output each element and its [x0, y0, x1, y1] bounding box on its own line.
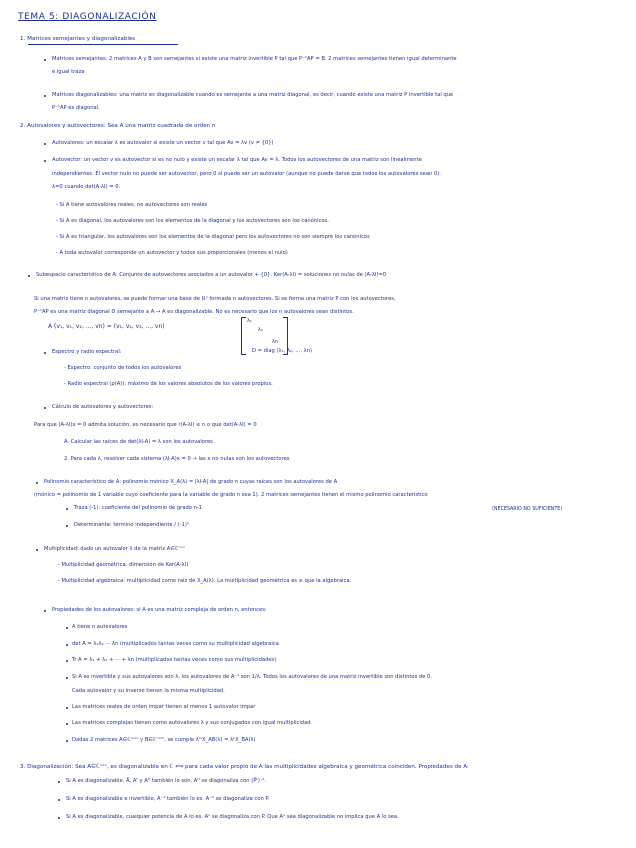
- bullet-dot: [66, 627, 68, 629]
- bullet-dot: [44, 610, 46, 612]
- bullet-dot: [58, 781, 60, 783]
- s3-prop-1: Si A es diagonalizable, Ā, Aᵗ y Aᴴ también lo son. Aᴴ se diagonaliza con (P̄ᵗ)⁻¹.: [66, 778, 267, 784]
- sub-paragraph-line2: P⁻¹AP es una matriz diagonal D semejante a A → A es diagonalizable. No es necesario que los n autovalores sean distintos.: [34, 309, 354, 315]
- s1-diagonalizables-line2: P⁻¹AP es diagonal.: [52, 105, 100, 111]
- bullet-dot: [66, 707, 68, 709]
- prop-6: Las matrices complejas tienen como autovalores λ y sus conjugados con igual multiplicidad: [72, 720, 311, 726]
- bullet-dot: [44, 407, 46, 409]
- bullet-dot: [66, 644, 68, 646]
- multiplicidad-algebraica: - Multiplicidad algebraica: multiplicidad como raíz de X_A(λ). La multiplicidad geométrica es ≤ que la algebraica.: [58, 578, 352, 584]
- multiplicidad-geometrica: - Multiplicidad geométrica: dimensión de Ker(A-λI): [58, 562, 189, 568]
- bullet-dot: [66, 723, 68, 725]
- bullet-dot: [66, 740, 68, 742]
- page-title: TEMA 5: DIAGONALIZACIÓN: [18, 12, 157, 22]
- bullet-dot: [66, 677, 68, 679]
- s3-prop-2: Si A es diagonalizable e invertible, A⁻¹ también lo es. A⁻¹ se diagonaliza con P.: [66, 796, 270, 802]
- section-3-heading: 3. Diagonalización: Sea A∈ℂⁿˣⁿ, es diagonalizable en ℂ ⟺ para cada valor propio de A las multiplicidades algebraica y geométrica coinciden. Propiedades de A:: [20, 764, 469, 770]
- polinomio-line2: (mónico = polinomio de 1 variable cuyo coeficiente para la variable de grado n sea 1). 2 matrices semejantes tienen el mismo polinomio característico: [34, 492, 428, 498]
- calculo-step-2: 2. Para cada λ, resolver cada sistema (λI-A)x = 0 → las x no nulas son los autovectores: [64, 456, 290, 462]
- bullet-dot: [36, 482, 38, 484]
- polinomio-traza: Traza (-1): coeficiente del polinomio de grado n-1: [74, 505, 203, 511]
- matrix-bracket-left: [241, 317, 246, 355]
- bullet-dot: [44, 59, 46, 61]
- bullet-dot: [44, 143, 46, 145]
- diagonal-D: D = diag (λ₁, λ₂, ..., λn): [252, 348, 313, 354]
- s2-note-2: - Si A es diagonal, los autovalores son los elementos de la diagonal y los autovectores son los canónicos.: [56, 218, 329, 224]
- calculo-heading: Cálculo de autovalores y autovectores:: [52, 404, 154, 410]
- s1-diagonalizables-line1: Matrices diagonalizables: una matriz es diagonalizable cuando es semejante a una matriz diagonal, es decir, cuando existe una matriz P invertible tal que: [52, 92, 454, 98]
- eigen-equation: A (v₁, v₁, v₂, ..., vn) = (v₁, v₂, v₃, ..., vn): [48, 323, 165, 330]
- s2-autovalores: Autovalores: un escalar λ es autovalor si existe un vector v tal que Av = λv (v ≠ {0}): [52, 140, 274, 146]
- multiplicidad-heading: Multiplicidad: dado un autovalor λ de la matriz A∈ℂⁿˣⁿ: [44, 546, 185, 552]
- section-1-heading: 1. Matrices semejantes y diagonalizables: [20, 36, 136, 42]
- s2-autovector-line1: Autovector: un vector v es autovector si es no nulo y existe un escalar λ tal que Av = λ. Todos los autovectores de una matriz son linealmente: [52, 157, 422, 163]
- bullet-dot: [58, 799, 60, 801]
- prop-5: Las matrices reales de orden impar tienen al menos 1 autovalor impar: [72, 704, 256, 710]
- s2-note-4: - A toda autovalor corresponde un autovector y todos sus proporcionales (menos el nulo): [56, 250, 288, 256]
- s1-semejantes-line1: Matrices semejantes: 2 matrices A y B son semejantes si existe una matriz invertible P tal que P⁻¹AP = B. 2 matrices semejantes tienen igual determinante: [52, 56, 457, 62]
- prop-7: Dadas 2 matrices A∈ℂᵐˣⁿ y B∈ℂⁿˣᵐ, se cumple λᵐX_AB(λ) = λⁿX_BA(λ): [72, 737, 256, 743]
- polinomio-line1: Polinomio característico de A: polinomio mónico X_A(λ) = |λI-A| de grado n cuyas raíces son los autovalores de A: [44, 479, 338, 485]
- bullet-dot: [28, 275, 30, 277]
- s3-prop-3: Si A es diagonalizable, cualquier potencia de A lo es. Aⁿ se diagonaliza con P. Que Aⁿ sea diagonalizable no implica que A lo sea.: [66, 814, 399, 820]
- bullet-dot: [66, 660, 68, 662]
- prop-2: det A = λ₁λ₂ ··· λn (multiplicados tantas veces como su multiplicidad algebraica: [72, 641, 279, 647]
- polinomio-determinante: Determinante: término independiente / (-1)ⁿ: [74, 522, 189, 528]
- necesario-note: (NECESARIO NO SUFICIENTE): [492, 507, 563, 512]
- bullet-dot: [58, 817, 60, 819]
- section-1-underline: [28, 44, 178, 45]
- radio-espectral-def: - Radio espectral (ρ(A)): máximo de los valores absolutos de los valores propios.: [64, 381, 273, 387]
- propiedades-heading: Propiedades de los autovalores: si A es una matriz compleja de orden n, entonces:: [52, 607, 267, 613]
- bullet-dot: [36, 549, 38, 551]
- matrix-entry-1: λ₁: [247, 319, 252, 324]
- prop-1: A tiene n autovalores: [72, 624, 128, 630]
- bullet-dot: [66, 525, 68, 527]
- bullet-dot: [66, 508, 68, 510]
- s2-autovector-line2: independientes. El vector nulo no puede ser autovector, pero 0 sí puede ser un autovalor (aunque no puede darse que todos los autovalores sean 0).: [52, 171, 441, 177]
- bullet-dot: [44, 160, 46, 162]
- calculo-paragraph: Para que (A-λI)x = 0 admita solución, es necesario que r(A-λI) ≤ n o que det(A-λI) = 0: [34, 422, 257, 428]
- s2-autovector-line3: λ=0 cuando det(A-λI) = 0.: [52, 184, 121, 190]
- matrix-entry-2: λ₂: [258, 328, 263, 333]
- calculo-step-1: A. Calcular las raíces de det(λI-A) = λ son los autovalores: [64, 439, 213, 445]
- section-2-heading: 2. Autovalores y autovectores: Sea A una matriz cuadrada de orden n: [20, 123, 216, 129]
- matrix-entry-n: λn: [272, 340, 278, 345]
- prop-4-line2: Cada autovalor y su inverso tienen la misma multiplicidad.: [72, 688, 225, 694]
- s1-semejantes-line2: e igual traza: [52, 69, 85, 75]
- espectro-heading: Espectro y radio espectral:: [52, 349, 122, 355]
- espectro-def: - Espectro: conjunto de todos los autovalores: [64, 365, 182, 371]
- prop-4-line1: Si A es invertible y sus autovalores son λ, los autovalores de A⁻¹ son 1/λ. Todos los autovalores de una matriz invertible son distintos de 0.: [72, 674, 433, 680]
- subespacio-caracteristico: Subespacio característico de A: Conjunto de autovectores asociados a un autovalor + {0}. Ker(A-λI) = soluciones no nulas de (A-λI)=0: [36, 272, 387, 278]
- bullet-dot: [44, 352, 46, 354]
- s2-note-3: - Si A es triangular, los autovalores son los elementos de la diagonal pero los autovectores no son siempre los canónicos: [56, 234, 370, 240]
- prop-3: Tr A = λ₁ + λ₂ + ··· + λn (multiplicados tantas veces como sus multiplicidades): [72, 657, 277, 663]
- s2-note-1: - Si A tiene autovalores reales, no autovectores son reales: [56, 202, 208, 208]
- bullet-dot: [44, 95, 46, 97]
- sub-paragraph-line1: Si una matriz tiene n autovalores, se puede formar una base de ℝⁿ formada n autovectores. Si se forma una matriz P con los autovectores,: [34, 296, 396, 302]
